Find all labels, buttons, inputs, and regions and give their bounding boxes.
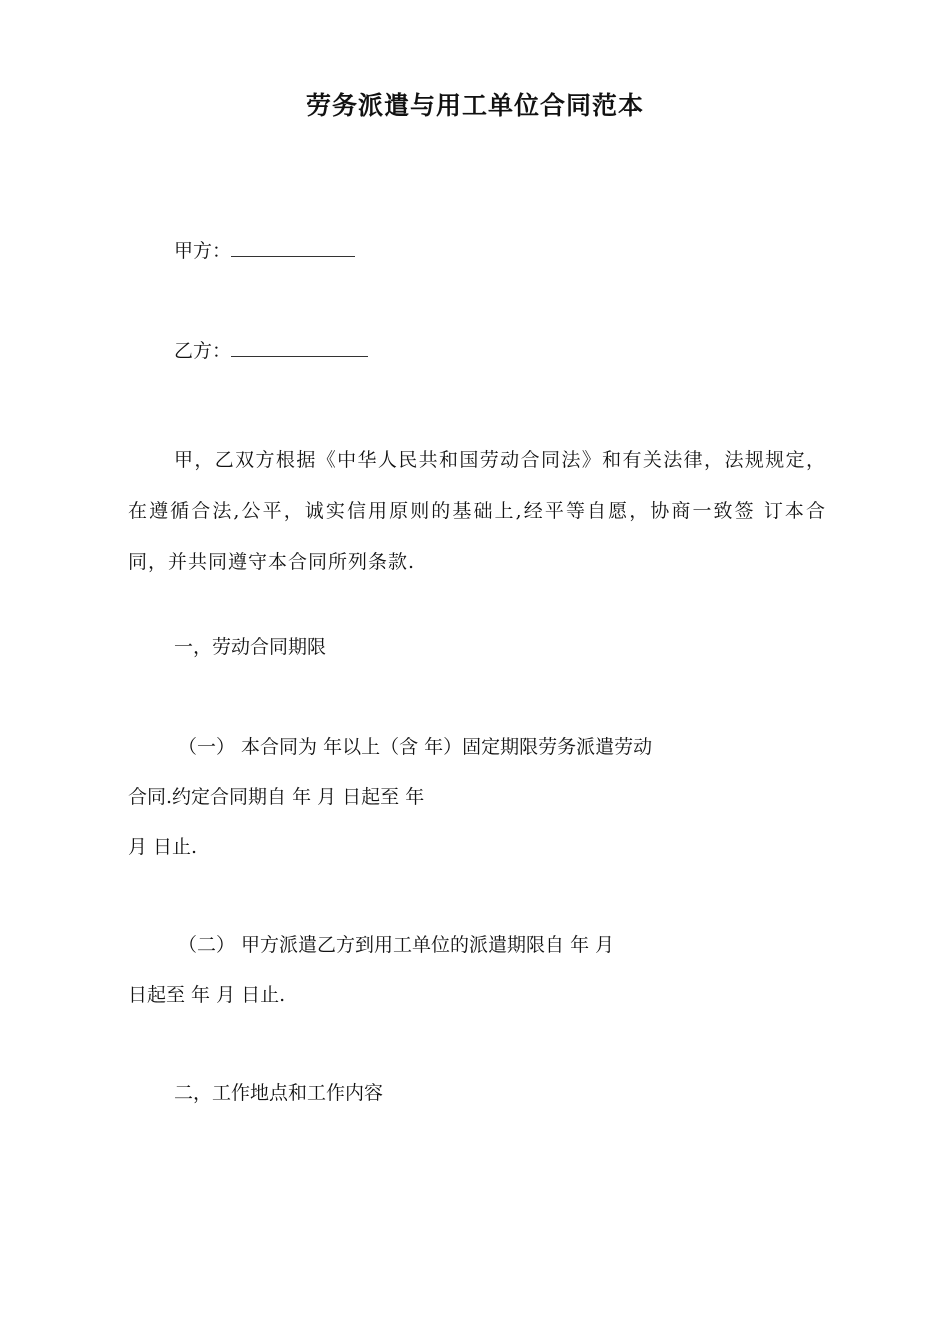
section-2-heading: 二，工作地点和工作内容 — [174, 1082, 384, 1104]
clause-1-line-1: （一） 本合同为 年以上（含 年）固定期限劳务派遣劳动 — [178, 736, 653, 758]
document-title: 劳务派遣与用工单位合同范本 — [305, 91, 644, 120]
party-b-blank[interactable] — [231, 338, 368, 357]
party-a-line — [174, 238, 355, 264]
party-b-line — [174, 338, 368, 364]
party-b-label: 乙方： — [174, 340, 232, 362]
clause-1-line-2: 合同.约定合同期自 年 月 日起至 年 — [128, 786, 425, 808]
party-a-blank[interactable] — [231, 238, 355, 257]
party-a-label: 甲方： — [174, 240, 232, 262]
section-1-heading: 一，劳动合同期限 — [174, 636, 327, 658]
clause-1-line-3: 月 日止. — [128, 836, 198, 858]
clause-2-line-2: 日起至 年 月 日止. — [128, 984, 286, 1006]
preamble-paragraph: 甲，乙双方根据《中华人民共和国劳动合同法》和有关法律，法规规定，在遵循合法,公平，诚实信用原则的基础上,经平等自愿，协商一致签 订本合同，并共同遵守本合同所列条款. — [128, 449, 826, 573]
clause-2-line-1: （二） 甲方派遣乙方到用工单位的派遣期限自 年 月 — [178, 934, 615, 956]
